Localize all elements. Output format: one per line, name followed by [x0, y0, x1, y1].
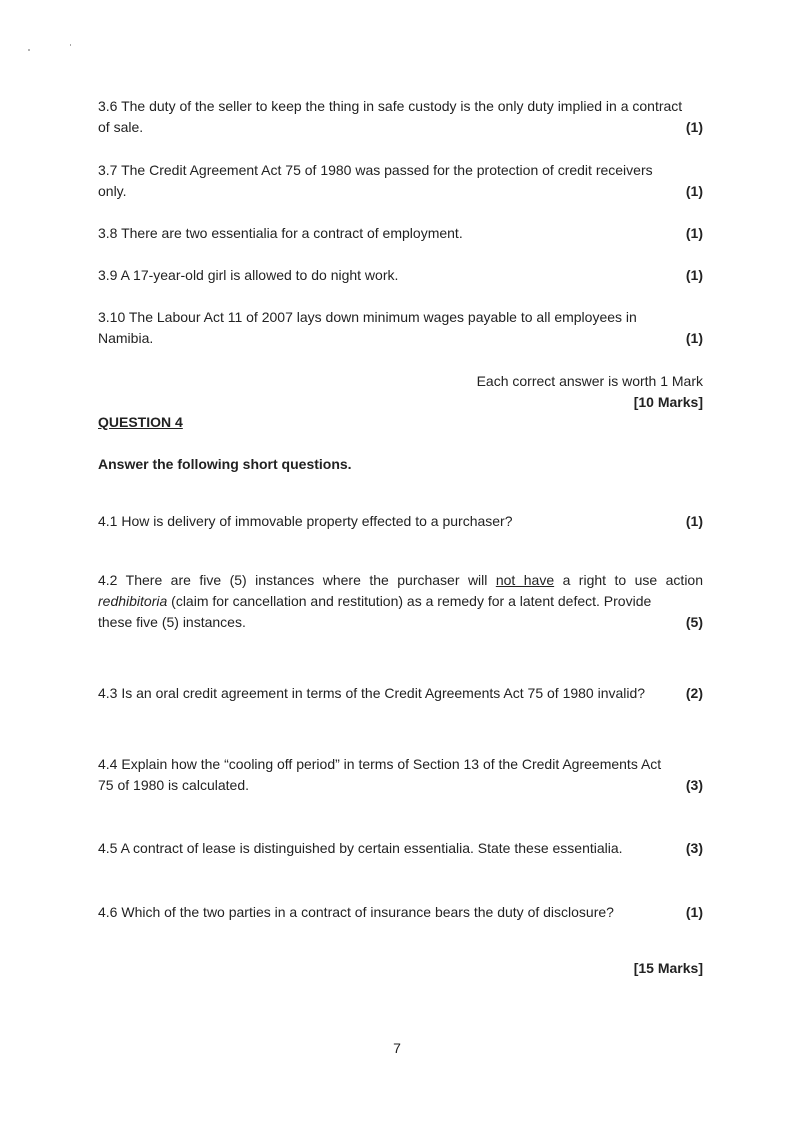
question-text: 4.6 Which of the two parties in a contract of insurance bears the duty of disclosure? [98, 904, 614, 920]
question-text: 3.9 A 17-year-old girl is allowed to do night work. [98, 267, 399, 283]
question-text-part: a right to use action [554, 572, 703, 588]
section-total: [15 Marks] [633, 960, 703, 976]
question-4-3 [98, 683, 703, 704]
question-text [98, 570, 703, 612]
mark-allocation: (1) [685, 330, 703, 346]
question-4-4 [98, 754, 703, 796]
question-text: 4.3 Is an oral credit agreement in terms of the Credit Agreements Act 75 of 1980 invalid? [98, 685, 646, 701]
marking-note: Each correct answer is worth 1 Mark [476, 373, 703, 389]
question-text-part: (claim for cancellation and restitution) as a remedy for a latent defect. Provide [167, 593, 652, 609]
mark-allocation: (3) [685, 777, 703, 793]
italic-term: redhibitoria [98, 593, 168, 609]
instruction: Answer the following short questions. [98, 456, 352, 472]
mark-allocation: (2) [685, 685, 703, 701]
mark-allocation: (1) [685, 119, 703, 135]
section-total: [10 Marks] [633, 394, 703, 410]
question-text: 3.6 The duty of the seller to keep the thing in safe custody is the only duty implied in a contract [98, 98, 683, 114]
question-text: 3.7 The Credit Agreement Act 75 of 1980 was passed for the protection of credit receivers [98, 162, 653, 178]
question-text: these five (5) instances. [98, 614, 246, 630]
question-text: of sale. [98, 119, 144, 135]
question-text: 3.10 The Labour Act 11 of 2007 lays down minimum wages payable to all employees in [98, 309, 637, 325]
question-heading: QUESTION 4 [98, 414, 183, 430]
mark-allocation: (1) [685, 513, 703, 529]
question-text: only. [98, 183, 127, 199]
question-4-6 [98, 902, 703, 923]
question-3-6 [98, 96, 703, 138]
exam-page [98, 0, 703, 1122]
question-3-7 [98, 160, 703, 202]
scan-speck [28, 49, 30, 51]
page-number: 7 [393, 1040, 401, 1056]
question-text-part: 4.2 There are five (5) instances where the purchaser will [98, 572, 496, 588]
question-text: 4.1 How is delivery of immovable property effected to a purchaser? [98, 513, 513, 529]
mark-allocation: (5) [685, 614, 703, 630]
question-text: Namibia. [98, 330, 154, 346]
question-3-9 [98, 265, 703, 286]
question-4-1 [98, 511, 703, 532]
underlined-phrase: not have [495, 572, 555, 588]
question-text: 4.4 Explain how the “cooling off period” in terms of Section 13 of the Credit Agreements Act [98, 756, 662, 772]
mark-allocation: (1) [685, 225, 703, 241]
question-text: 3.8 There are two essentialia for a contract of employment. [98, 225, 463, 241]
mark-allocation: (1) [685, 183, 703, 199]
question-4-5 [98, 838, 703, 859]
question-3-8 [98, 223, 703, 244]
mark-allocation: (1) [685, 904, 703, 920]
scan-speck [70, 44, 71, 46]
question-3-10 [98, 307, 703, 349]
question-text: 4.5 A contract of lease is distinguished by certain essentialia. State these essentialia. [98, 840, 623, 856]
question-text: 75 of 1980 is calculated. [98, 777, 249, 793]
question-4-2 [98, 570, 703, 633]
mark-allocation: (3) [685, 840, 703, 856]
mark-allocation: (1) [685, 267, 703, 283]
